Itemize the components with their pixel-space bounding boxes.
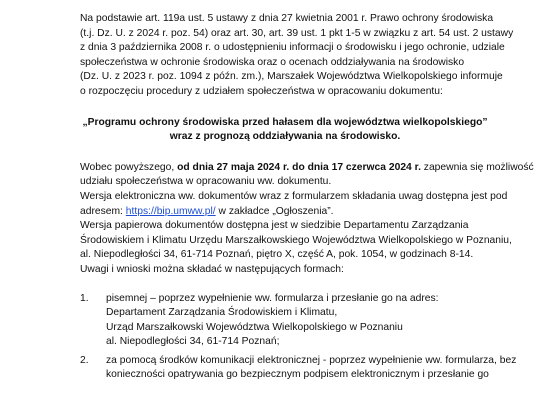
consultation-line-2: udziału społeczeństwa w opracowaniu ww. dokumentu. bbox=[80, 176, 332, 188]
list-item-line: al. Niepodległości 34, 61-714 Poznań; bbox=[106, 336, 280, 348]
electronic-suffix: w zakładce „Ogłoszenia”. bbox=[215, 205, 334, 217]
document-title-line-1: „Programu ochrony środowiska przed hałasem dla województwa wielkopolskiego” bbox=[82, 116, 488, 128]
document-title bbox=[80, 116, 510, 145]
intro-paragraph bbox=[80, 12, 514, 100]
paper-line: Wersja papierowa dokumentów dostępna jest w siedzibie Departamentu Zarządzania bbox=[80, 220, 469, 232]
list-item bbox=[80, 292, 510, 350]
list-item-line: konieczności opatrywania go bezpiecznym podpisem elektronicznym i przesłanie go bbox=[106, 369, 489, 381]
paper-line: Środowiskiem i Klimatu Urzędu Marszałkowskiego Województwa Wielkopolskiego w Poznaniu, bbox=[80, 234, 512, 246]
electronic-line-1: Wersja elektroniczna ww. dokumentów wraz z formularzem składania uwag dostępna jest pod bbox=[80, 190, 508, 202]
intro-line: Na podstawie art. 119a ust. 5 ustawy z dnia 27 kwietnia 2001 r. Prawo ochrony środowiska bbox=[80, 13, 494, 24]
intro-line: o rozpoczęciu procedury z udziałem społeczeństwa w opracowaniu dokumentu: bbox=[80, 85, 443, 97]
submission-forms-list bbox=[80, 292, 517, 384]
paper-line: Uwagi i wnioski można składać w następujących formach: bbox=[80, 263, 344, 275]
intro-line: z dnia 3 października 2008 r. o udostępnieniu informacji o środowisku i jego ochronie, udziale bbox=[80, 42, 505, 54]
list-item-line: pisemnej – poprzez wypełnienie ww. formularza i przesłanie go na adres: bbox=[106, 292, 439, 304]
intro-line: społeczeństwa w ochronie środowiska oraz o ocenach oddziaływania na środowisko bbox=[80, 56, 465, 68]
list-item-number: 1. bbox=[80, 292, 89, 304]
list-item-line: Urząd Marszałkowski Województwa Wielkopolskiego w Poznaniu bbox=[106, 321, 403, 333]
consultation-paragraph bbox=[80, 161, 534, 278]
list-item bbox=[80, 354, 517, 383]
consultation-prefix: Wobec powyższego, bbox=[80, 161, 178, 173]
consultation-suffix: zapewnia się możliwość bbox=[420, 161, 534, 173]
consultation-dates: od dnia 27 maja 2024 r. do dnia 17 czerwca 2024 r. bbox=[177, 161, 421, 173]
intro-line: (Dz. U. z 2023 r. poz. 1094 z późn. zm.), Marszałek Województwa Wielkopolskiego informuje bbox=[80, 71, 503, 83]
list-item-line: za pomocą środków komunikacji elektronicznej - poprzez wypełnienie ww. formularza, bez bbox=[106, 354, 517, 366]
electronic-line-2 bbox=[80, 205, 510, 220]
paper-line: al. Niepodległości 34, 61-714 Poznań, piętro X, część A, pok. 1054, w godzinach 8-14. bbox=[80, 249, 474, 261]
document-title-line-2: wraz z prognozą oddziaływania na środowisko. bbox=[169, 131, 401, 143]
bip-link[interactable]: https://bip.umww.pl/ bbox=[125, 205, 216, 217]
electronic-prefix: adresem: bbox=[80, 205, 126, 217]
intro-line: (t.j. Dz. U. z 2024 r. poz. 54) oraz art. 30, art. 39 ust. 1 pkt 1-5 w związku z art. 54 ust. 2 ustawy bbox=[80, 27, 514, 39]
list-item-line: Departament Zarządzania Środowiskiem i Klimatu, bbox=[106, 307, 338, 319]
consultation-line-1 bbox=[80, 161, 534, 176]
list-item-number: 2. bbox=[80, 354, 89, 366]
